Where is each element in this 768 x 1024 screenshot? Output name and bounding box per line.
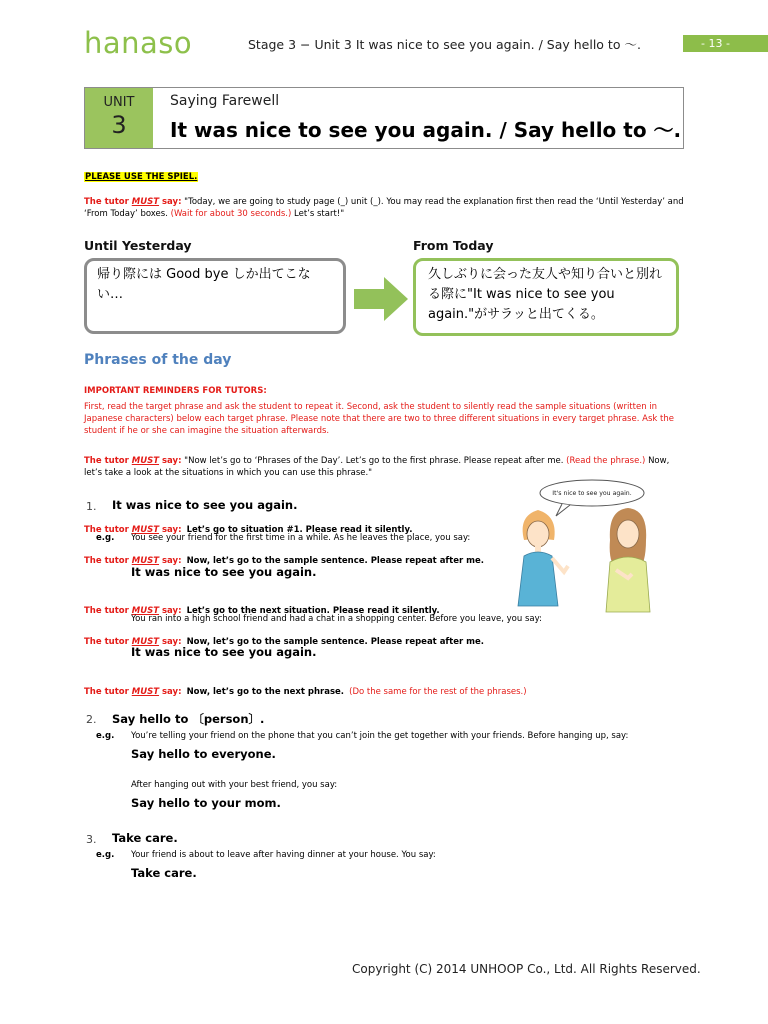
phrase-3-title: Take care.	[112, 831, 178, 845]
unit-title: It was nice to see you again. / Say hello to ～.	[170, 118, 682, 142]
say-word: say:	[159, 637, 182, 647]
phrase-1-title: It was nice to see you again.	[112, 498, 298, 512]
tutor-line-4-text: Now, let’s go to the sample sentence. Please repeat after me.	[186, 637, 484, 647]
phrase-1-sample-1: It was nice to see you again.	[131, 565, 317, 579]
tutor-prefix: The tutor	[84, 606, 132, 616]
unit-label-block	[85, 88, 153, 148]
intro-text: "Today, we are going to study page (_) unit (_). You may read the explanation first then read the ‘Until Yesterday’ and ‘From Today’ boxes.	[84, 197, 684, 219]
eg-label: e.g.	[96, 850, 115, 860]
say-word: say:	[159, 556, 182, 566]
tutor-prefix: The tutor	[84, 556, 132, 566]
unit-label: UNIT	[103, 95, 135, 110]
phrase-2-sample-2: Say hello to your mom.	[131, 796, 281, 810]
phrase-3-situation-1: Your friend is about to leave after having dinner at your house. You say:	[131, 850, 436, 860]
tutor-line-3-text: Let’s go to the next situation. Please read it silently.	[186, 606, 440, 616]
phrase-2-situation-2: After hanging out with your best friend, you say:	[131, 780, 338, 790]
tutor-line-2-text: Now, let’s go to the sample sentence. Please repeat after me.	[186, 556, 484, 566]
tutor-2-text: "Now let’s go to ‘Phrases of the Day’. Let’s go to the first phrase. Please repeat after me.	[181, 456, 567, 466]
tutor-prefix: The tutor	[84, 637, 132, 647]
phrase-1-situation-1: You see your friend for the first time in a while. As he leaves the place, you say:	[131, 533, 471, 543]
phrase-1-number: 1.	[86, 500, 97, 513]
phrase-1-sample-2: It was nice to see you again.	[131, 645, 317, 659]
tutor-line-5-text: Now, let’s go to the next phrase.	[186, 687, 345, 697]
tutor-intro	[84, 196, 684, 220]
must-word: MUST	[131, 456, 160, 466]
arrow-right-icon	[354, 277, 410, 321]
from-today-text: 久しぶりに会った友人や知り合いと別れる際に"It was nice to see you again."がサラッと出てくる。	[428, 267, 663, 322]
tutor-prefix: The tutor	[84, 687, 132, 697]
two-women-illustration	[510, 476, 670, 616]
eg-label: e.g.	[96, 731, 115, 741]
until-yesterday-box	[84, 258, 346, 334]
eg-label: e.g.	[96, 533, 115, 543]
phrase-3-number: 3.	[86, 833, 97, 846]
unit-title-box	[84, 87, 684, 149]
tutor-prefix: The tutor	[84, 525, 132, 535]
say-word: say:	[159, 525, 182, 535]
unit-number: 3	[111, 111, 127, 139]
must-word: MUST	[131, 687, 160, 697]
intro-wait: (Wait for about 30 seconds.)	[170, 209, 292, 219]
do-the-same-note: (Do the same for the rest of the phrases.)	[349, 687, 527, 697]
phrase-2-sample-1: Say hello to everyone.	[131, 747, 276, 761]
say-word: say:	[159, 606, 182, 616]
from-today-label: From Today	[413, 238, 494, 253]
must-word: MUST	[131, 556, 160, 566]
speech-bubble-text: It's nice to see you again.	[552, 490, 632, 497]
reminders-title: IMPORTANT REMINDERS FOR TUTORS:	[84, 386, 267, 396]
phrase-2-situation-1: You’re telling your friend on the phone that you can’t join the get together with your friends. Before hanging up, say:	[131, 731, 629, 741]
must-word: MUST	[131, 525, 160, 535]
copyright-footer: Copyright (C) 2014 UNHOOP Co., Ltd. All Rights Reserved.	[352, 962, 701, 976]
header-title: Stage 3 − Unit 3 It was nice to see you again. / Say hello to ～.	[248, 37, 641, 52]
intro-end: Let’s start!"	[291, 209, 345, 219]
phrase-2-number: 2.	[86, 713, 97, 726]
from-today-box	[413, 258, 679, 336]
must-word: MUST	[131, 197, 160, 207]
say-word: say:	[159, 456, 182, 466]
until-yesterday-label: Until Yesterday	[84, 238, 192, 253]
tutor-prefix: The tutor	[84, 197, 132, 207]
tutor-line-1-text: Let’s go to situation #1. Please read it silently.	[186, 525, 413, 535]
tutor-line-5	[84, 679, 527, 698]
unit-subtitle: Saying Farewell	[170, 93, 280, 109]
say-word: say:	[159, 687, 182, 697]
hanaso-logo: hanaso	[84, 26, 193, 60]
tutor-2-end: Now, let’s take a look at the situations in which you can use this phrase."	[84, 456, 670, 478]
phrase-3-sample-1: Take care.	[131, 866, 197, 880]
tutor-prefix: The tutor	[84, 456, 132, 466]
tutor-2-read: (Read the phrase.)	[566, 456, 646, 466]
must-word: MUST	[131, 606, 160, 616]
say-word: say:	[159, 197, 182, 207]
page-number: - 13 -	[683, 35, 768, 52]
must-word: MUST	[131, 637, 160, 647]
phrase-2-title: Say hello to 〔person〕.	[112, 712, 265, 726]
reminders-body: First, read the target phrase and ask the student to repeat it. Second, ask the student to silently read the sample situations (written in Japanese characters) below each target phrase. Please note that there are two to three different situations in every target phrase. Ask the student if he or she can imagine the situation afterwards.	[84, 402, 674, 436]
until-yesterday-text: 帰り際には Good bye しか出てこない…	[97, 267, 311, 302]
phrases-heading: Phrases of the day	[84, 352, 232, 368]
spiel-notice: PLEASE USE THE SPIEL.	[85, 172, 198, 182]
phrase-1-situation-2: You ran into a high school friend and had a chat in a shopping center. Before you leave, you say:	[131, 614, 542, 624]
